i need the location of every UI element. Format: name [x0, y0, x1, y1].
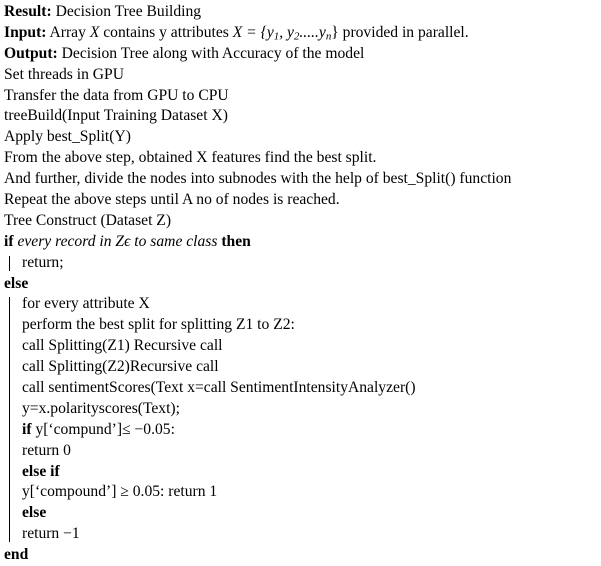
- step-line: From the above step, obtained X features find the best split.: [4, 149, 377, 167]
- else-line: call sentimentScores(Text x=call SentimentIntensityAnalyzer(): [22, 379, 416, 397]
- output-line: [4, 44, 601, 65]
- result-line: [4, 2, 601, 23]
- input-math-rest: } provided in parallel.: [331, 23, 469, 41]
- else-line: perform the best split for splitting Z1 to Z2:: [22, 316, 295, 334]
- then-block: [4, 253, 601, 274]
- else-keyword: else: [4, 274, 29, 292]
- inner-if-line: [22, 420, 601, 441]
- input-line: [4, 23, 601, 44]
- step-line: treeBuild(Input Training Dataset X): [4, 107, 228, 125]
- else-if-condition: y[‘compound’] ≥ 0.05: return 1: [22, 483, 218, 501]
- end-keyword: end: [4, 546, 29, 564]
- else-line: y=x.polarityscores(Text);: [22, 399, 180, 417]
- step-line: Set threads in GPU: [4, 65, 124, 83]
- step-line: Tree Construct (Dataset Z): [4, 211, 172, 229]
- then-keyword: then: [221, 232, 251, 250]
- step-line: Apply best_Split(Y): [4, 128, 131, 146]
- input-var: X: [89, 23, 100, 41]
- else-line: for every attribute X: [22, 295, 150, 313]
- inner-if-condition: y[‘compund’]≤ −0.05:: [35, 420, 175, 438]
- inner-else-keyword: else: [22, 504, 47, 522]
- output-label: Output:: [4, 44, 58, 62]
- step-line: And further, divide the nodes into subnodes with the help of best_Split() function: [4, 170, 512, 188]
- if-line: [4, 232, 601, 253]
- return-neg-one: return −1: [22, 525, 80, 543]
- if-keyword: if: [4, 232, 14, 250]
- result-label: Result:: [4, 3, 52, 20]
- input-pre: Array: [49, 23, 86, 41]
- if-condition: every record in Zϵ to same class: [17, 232, 218, 250]
- else-line: call Splitting(Z1) Recursive call: [22, 337, 223, 355]
- result-text: Decision Tree Building: [55, 3, 202, 20]
- step-line: Repeat the above steps until A no of nodes is reached.: [4, 191, 340, 209]
- step-line: Transfer the data from GPU to CPU: [4, 86, 229, 104]
- inner-if-keyword: if: [22, 420, 32, 438]
- output-text: Decision Tree along with Accuracy of the model: [61, 44, 365, 62]
- else-line: call Splitting(Z2)Recursive call: [22, 358, 219, 376]
- input-mid: contains y attributes: [103, 23, 229, 41]
- return-zero: return 0: [22, 441, 71, 459]
- input-math: $X = \{y_1$, $y_2.....y_n$: [232, 23, 332, 43]
- else-block: [4, 294, 601, 545]
- input-label: Input:: [4, 23, 47, 41]
- else-if-keyword: else if: [22, 462, 60, 480]
- then-body: return;: [22, 253, 64, 271]
